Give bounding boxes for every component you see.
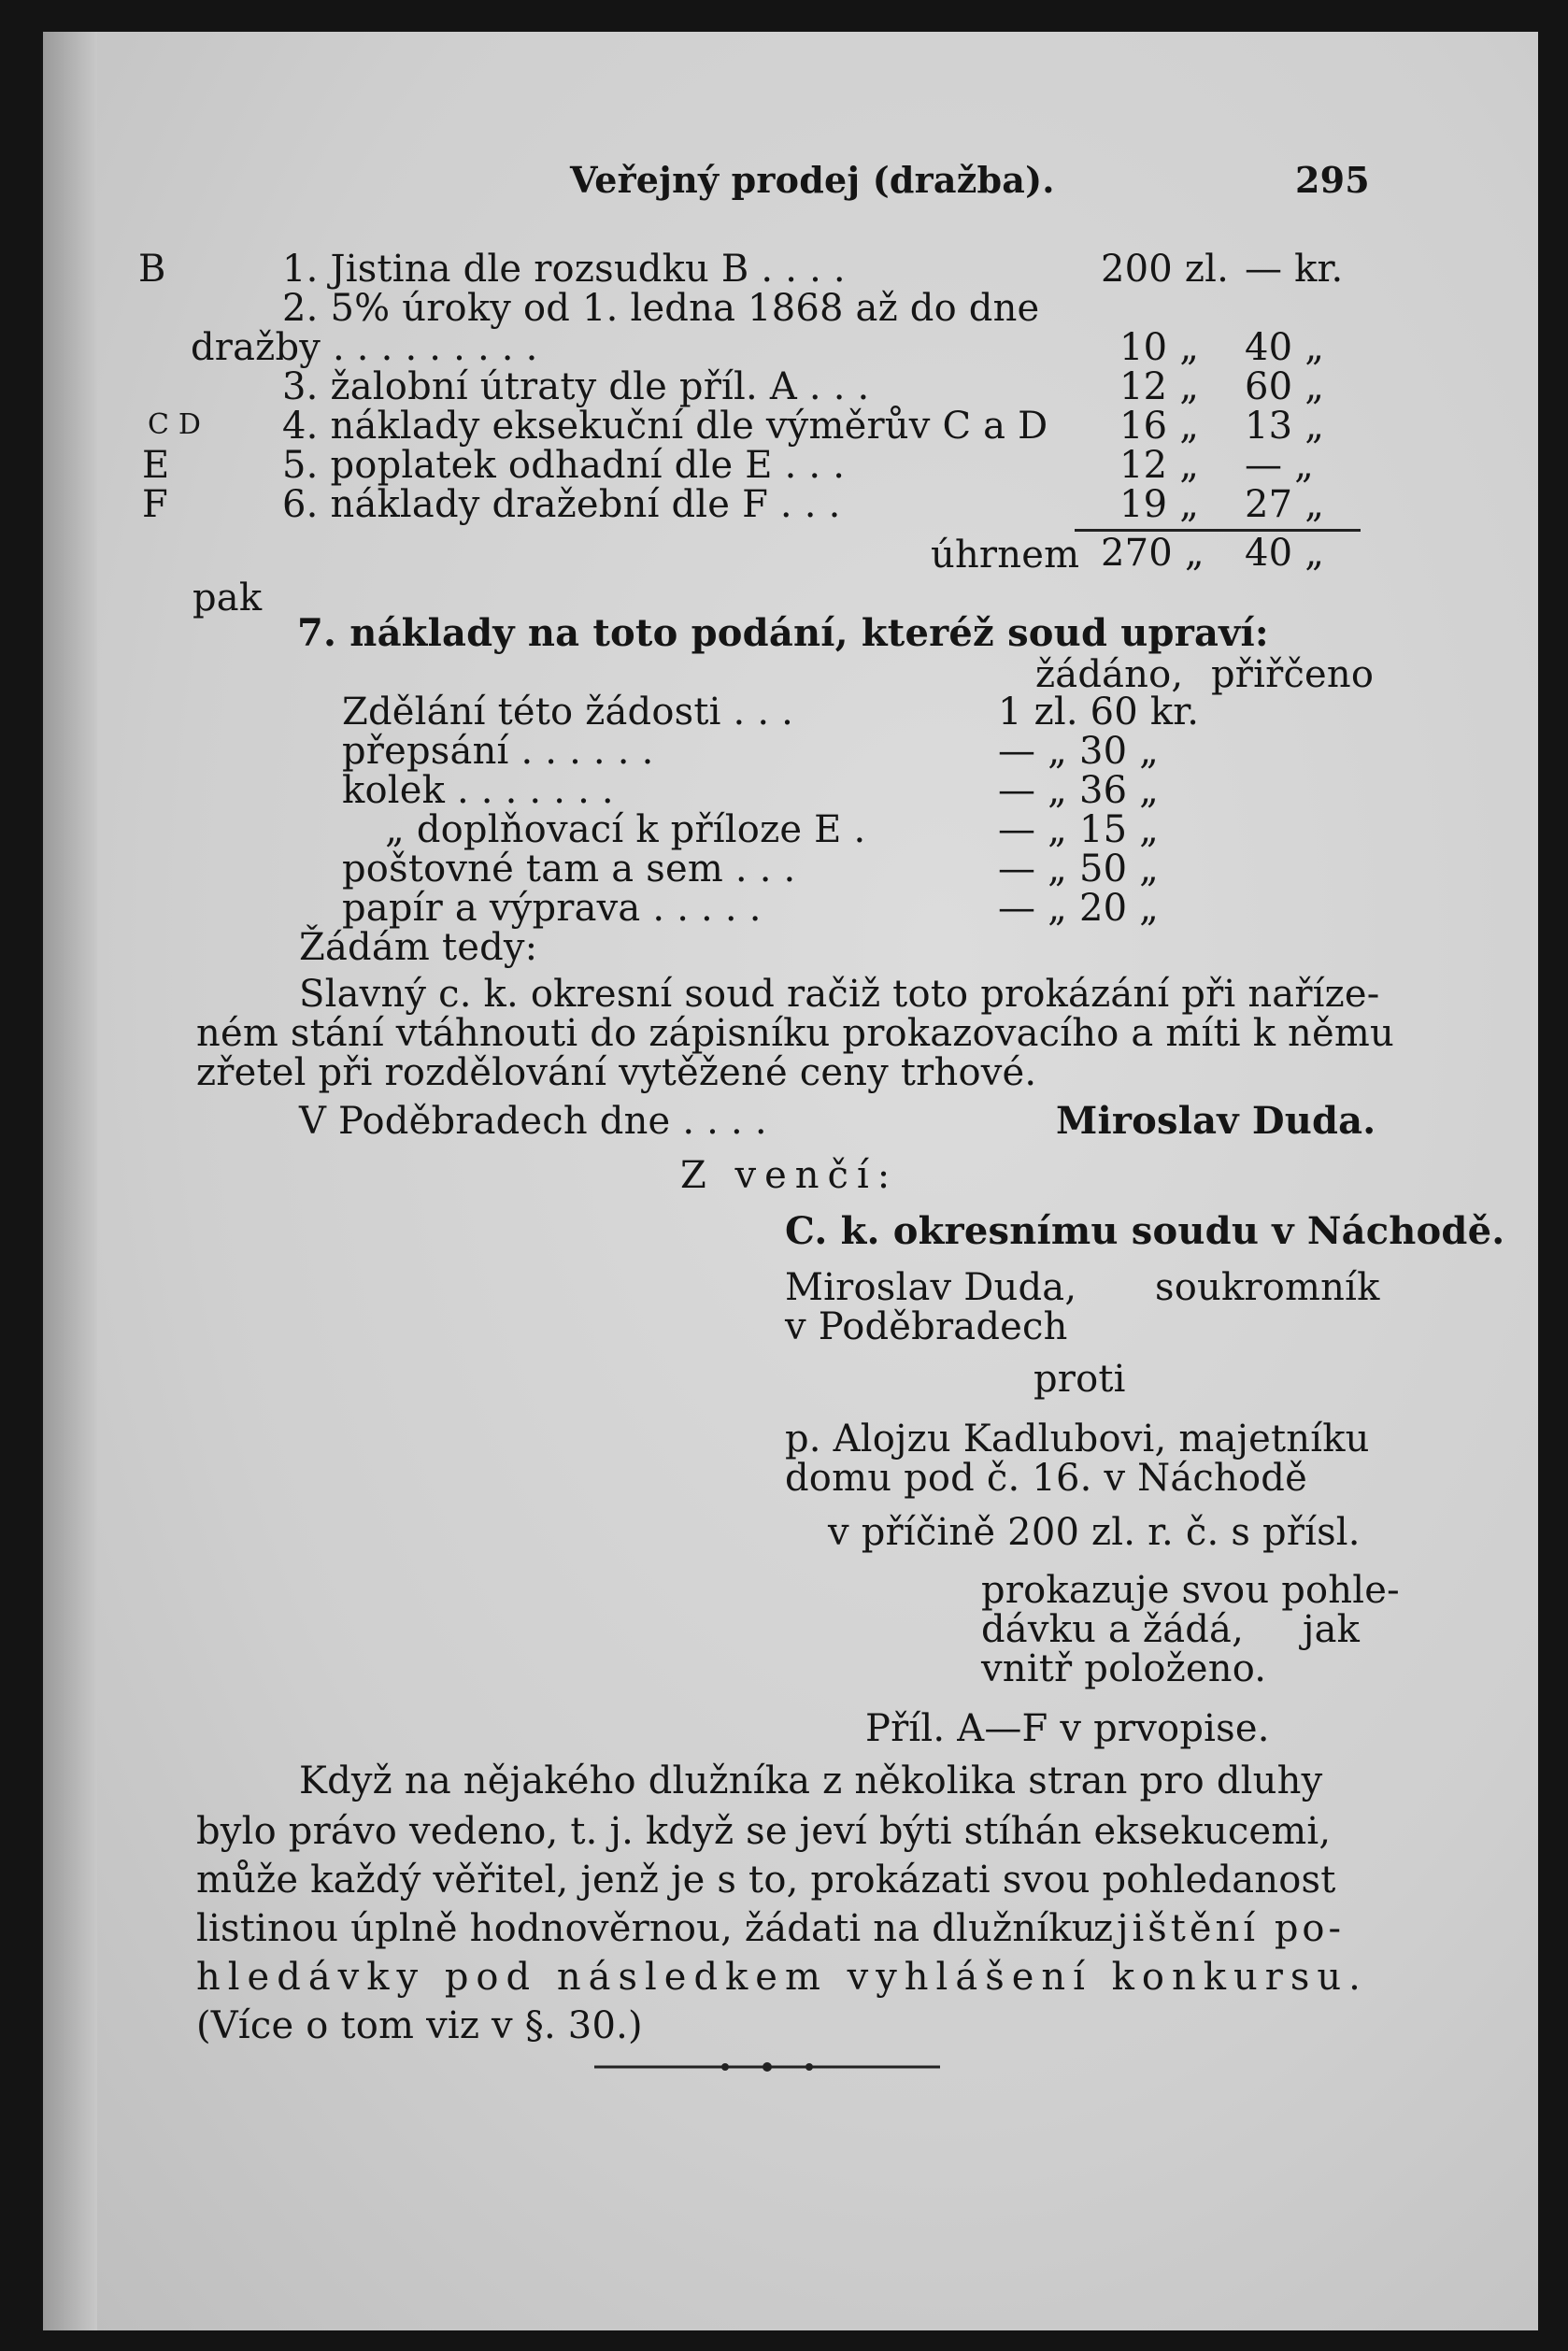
cost-item-value: — „ 50 „ <box>998 848 1160 891</box>
margin-marker: C D <box>148 408 202 441</box>
cost-item-label: přepsání . . . . . . <box>342 730 654 773</box>
total-kr: 40 „ <box>1245 532 1325 575</box>
cost-item-label: Zdělání této žádosti . . . <box>342 691 794 734</box>
attachment-note: Příl. A—F v prvopise. <box>865 1707 1270 1750</box>
paragraph-line: (Více o tom viz v §. 30.) <box>196 2004 643 2047</box>
paragraph-line-spaced: hledávky pod následkem vyhlášení konkursu. <box>196 1956 1368 1999</box>
proti-label: proti <box>1033 1358 1126 1401</box>
place-date: V Poděbradech dne . . . . <box>299 1100 767 1143</box>
plaintiff-role: soukromník <box>1155 1266 1380 1309</box>
table-row-amount: 12 „ <box>1119 365 1200 408</box>
table-row-kr: — kr. <box>1245 248 1344 291</box>
costs-heading: 7. náklady na toto podání, kteréž soud upraví: <box>297 611 1269 655</box>
page-gutter <box>43 32 97 2330</box>
page-number: 295 <box>1295 159 1370 201</box>
running-header-title: Veřejný prodej (dražba). <box>570 159 1055 201</box>
table-row-kr: — „ <box>1245 444 1315 487</box>
table-row-amount: 200 zl. <box>1101 248 1230 291</box>
paragraph-line: Když na nějakého dlužníka z několika stran pro dluhy <box>299 1760 1323 1802</box>
table-row-kr: 60 „ <box>1245 365 1325 408</box>
margin-marker: E <box>142 444 170 487</box>
plaintiff-name: Miroslav Duda, <box>785 1266 1077 1309</box>
cost-item-value: 1 zl. 60 kr. <box>998 691 1200 734</box>
column-requested: žádáno, <box>1035 653 1184 696</box>
defendant-line: p. Alojzu Kadlubovi, majetníku <box>785 1418 1370 1460</box>
purpose-line: vnitř položeno. <box>981 1647 1267 1690</box>
table-row-label: dražby . . . . . . . . . <box>191 326 538 369</box>
paragraph-line: bylo právo vedeno, t. j. když se jeví býti stíhán eksekucemi, <box>196 1810 1332 1853</box>
total-label: úhrnem <box>931 534 1080 577</box>
table-row-amount: 19 „ <box>1119 483 1200 526</box>
request-text-line: zřetel při rozdělování vytěžené ceny trhové. <box>196 1051 1037 1094</box>
paragraph-line-spaced: zjištění po- <box>1093 1907 1346 1950</box>
column-awarded: přiřčeno <box>1211 653 1375 696</box>
addressee-court: C. k. okresnímu soudu v Náchodě. <box>785 1209 1505 1253</box>
cause-line: v příčině 200 zl. r. č. s přísl. <box>828 1511 1361 1554</box>
table-row-amount: 16 „ <box>1119 405 1200 448</box>
cost-item-value: — „ 36 „ <box>998 769 1160 812</box>
request-heading: Žádám tedy: <box>299 926 538 969</box>
table-row-label: 4. náklady eksekuční dle výměrův C a D <box>282 405 1048 448</box>
table-row-label: 5. poplatek odhadní dle E . . . <box>282 444 846 487</box>
cost-item-value: — „ 15 „ <box>998 808 1160 851</box>
table-row-amount: 10 „ <box>1119 326 1200 369</box>
table-row-kr: 40 „ <box>1245 326 1325 369</box>
margin-marker: F <box>142 483 168 526</box>
table-row-label: 3. žalobní útraty dle příl. A . . . <box>282 365 870 408</box>
table-row-amount: 12 „ <box>1119 444 1200 487</box>
total-amount: 270 „ <box>1101 532 1205 575</box>
table-row-label: 6. náklady dražební dle F . . . <box>282 483 841 526</box>
cost-item-label: „ doplňovací k příloze E . <box>385 808 866 851</box>
purpose-line: jak <box>1303 1608 1361 1651</box>
signature: Miroslav Duda. <box>1056 1099 1376 1143</box>
purpose-line: prokazuje svou pohle- <box>981 1569 1400 1612</box>
cost-item-label: poštovné tam a sem . . . <box>342 848 796 891</box>
request-text-line: ném stání vtáhnouti do zápisníku prokazovacího a míti k němu <box>196 1012 1394 1055</box>
paragraph-line: může každý věřitel, jenž je s to, prokázati svou pohledanost <box>196 1859 1336 1902</box>
paragraph-line: listinou úplně hodnověrnou, žádati na dlužníku <box>196 1907 1096 1950</box>
request-text-line: Slavný c. k. okresní soud račiž toto prokázání při naříze- <box>299 973 1380 1016</box>
pak-label: pak <box>192 577 263 620</box>
purpose-line: dávku a žádá, <box>981 1608 1245 1651</box>
cost-item-label: papír a výprava . . . . . <box>342 887 762 930</box>
defendant-line: domu pod č. 16. v Náchodě <box>785 1457 1307 1500</box>
table-row-kr: 13 „ <box>1245 405 1325 448</box>
margin-marker: B <box>138 248 166 291</box>
table-row-label: 2. 5% úroky od 1. ledna 1868 až do dne <box>282 287 1040 330</box>
table-row-kr: 27 „ <box>1245 483 1325 526</box>
table-row-label: 1. Jistina dle rozsudku B . . . . <box>282 248 846 291</box>
plaintiff-place: v Poděbradech <box>785 1305 1068 1348</box>
cost-item-value: — „ 20 „ <box>998 887 1160 930</box>
outside-heading: Z venčí: <box>680 1154 899 1197</box>
cost-item-value: — „ 30 „ <box>998 730 1160 773</box>
cost-item-label: kolek . . . . . . . <box>342 769 614 812</box>
ornamental-rule <box>594 2058 940 2076</box>
